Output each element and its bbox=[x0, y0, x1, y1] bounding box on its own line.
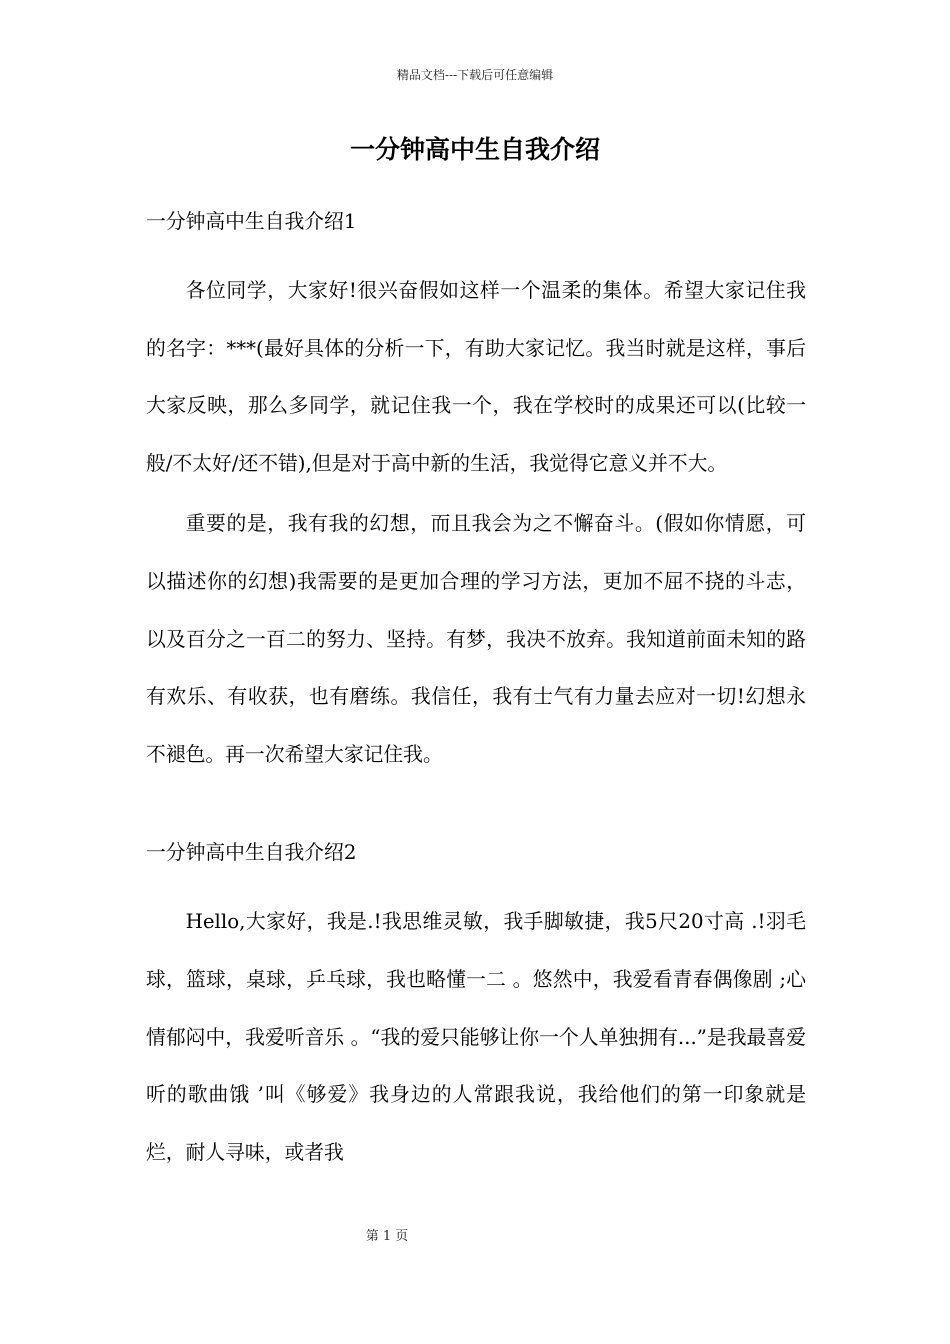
page-number: 第 1 页 bbox=[365, 1229, 409, 1244]
section-heading-2: 一分钟高中生自我介绍2 bbox=[146, 841, 357, 865]
document-body bbox=[146, 204, 806, 1181]
document-title: 一分钟高中生自我介绍 bbox=[349, 135, 600, 164]
paragraph-2-1: Hello,大家好，我是.!我思维灵敏，我手脚敏捷，我5尺20寸高 .!羽毛球，篮球，桌球，乒乓球，我也略懂一二 。悠然中，我爱看青春偶像剧 ;心情郁闷中，我爱听音乐 。“我的爱只能够让你一个人单独拥有...”是我最喜爱听的歌曲饿 ’叫《够爱》我身边的人常跟我说，我给他们的第一印象就是烂，耐人寻味，或者我 bbox=[146, 910, 806, 1164]
section-heading-1: 一分钟高中生自我介绍1 bbox=[146, 210, 357, 233]
paragraph-1-2: 重要的是，我有我的幻想，而且我会为之不懈奋斗。(假如你情愿，可以描述你的幻想)我需要的是更加合理的学习方法，更加不屈不挠的斗志，以及百分之一百二的努力、坚持。有梦，我决不放弃。我知道前面未知的路有欢乐、有收获，也有磨练。我信任，我有士气有力量去应对一切!幻想永不褪色。再一次希望大家记住我。 bbox=[146, 512, 806, 766]
page-header: 精品文档---下载后可任意编辑 bbox=[396, 68, 554, 82]
paragraph-1-1: 各位同学，大家好!很兴奋假如这样一个温柔的集体。希望大家记住我的名字：***(最好具体的分析一下，有助大家记忆。我当时就是这样，事后大家反映，那么多同学，就记住我一个，我在学校时的成果还可以(比较一般/不太好/还不错),但是对于高中新的生活，我觉得它意义并不大。 bbox=[146, 279, 806, 475]
